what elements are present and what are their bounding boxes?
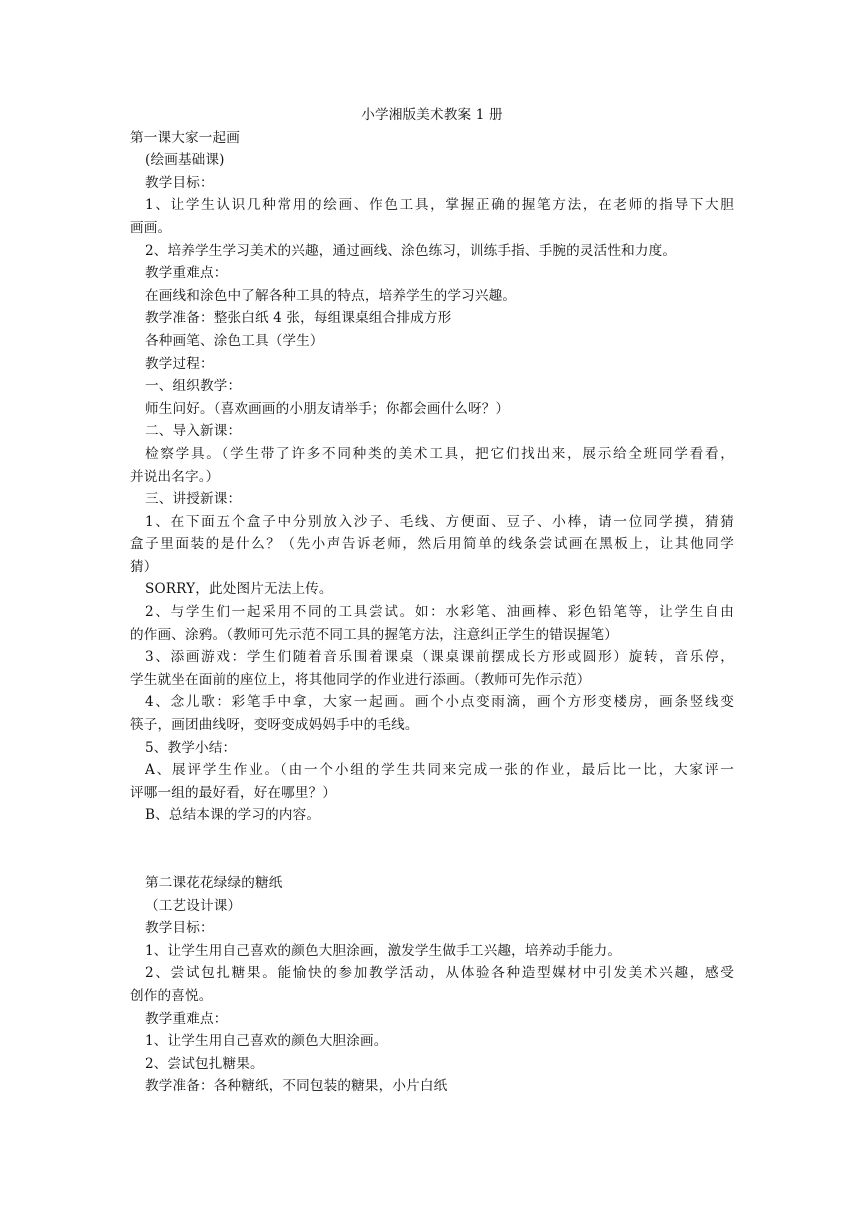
lesson1-goal1-line1: 1、让学生认识几种常用的绘画、作色工具，掌握正确的握笔方法，在老师的指导下大胆 [145,197,734,214]
lesson1-item5-label: 5、教学小结： [145,739,237,756]
lesson1-step1-label: 一、组织教学： [145,378,242,395]
lesson1-goals-label: 教学目标： [145,174,214,191]
lesson1-step3-label: 三、讲授新课： [145,491,242,508]
lesson1-item1-line3: 猜） [130,558,158,575]
lesson1-heading: 第一课大家一起画 [130,129,240,146]
lesson1-step2-line2: 并说出名字。） [130,468,220,485]
lesson1-itemA-line1: A、展评学生作业。（由一个小组的学生共同来完成一张的作业，最后比一比，大家评一 [145,762,734,779]
lesson2-goal2-line1: 2、尝试包扎糖果。能愉快的参加教学活动，从体验各种造型媒材中引发美术兴趣，感受 [145,965,734,982]
section-spacer [130,827,734,872]
lesson1-step2-label: 二、导入新课： [145,423,242,440]
lesson2-heading: 第二课花花绿绿的糖纸 [145,875,283,891]
lesson1-goal1-line2: 画画。 [130,219,172,236]
lesson2-goal1: 1、让学生用自己喜欢的颜色大胆涂画，激发学生做手工兴趣，培养动手能力。 [145,942,622,959]
lesson1-key-label: 教学重难点： [145,265,228,282]
lesson2-key1: 1、让学生用自己喜欢的颜色大胆涂画。 [145,1033,388,1050]
lesson1-image-missing-note: SORRY，此处图片无法上传。 [145,581,333,598]
lesson1-item4-line1: 4、念儿歌：彩笔手中拿，大家一起画。画个小点变雨滴，画个方形变楼房，画条竖线变 [145,694,734,711]
lesson2-type: （工艺设计课） [145,897,242,914]
lesson1-item1-line2: 盒子里面装的是什么？（先小声告诉老师，然后用简单的线条尝试画在黑板上，让其他同学 [130,536,734,553]
lesson1-prep-line2: 各种画笔、涂色工具（学生） [145,332,324,349]
lesson1-step2-line1: 检察学具。（学生带了许多不同种类的美术工具，把它们找出来，展示给全班同学看看， [145,445,734,462]
lesson1-item1-line1: 1、在下面五个盒子中分别放入沙子、毛线、方便面、豆子、小棒，请一位同学摸，猜猜 [145,513,734,530]
lesson2-goal2-line2: 创作的喜悦。 [130,987,213,1004]
lesson1-itemB: B、总结本课的学习的内容。 [145,807,321,824]
lesson1-itemA-line2: 评哪一组的最好看，好在哪里？） [130,784,337,801]
lesson2-key2: 2、尝试包扎糖果。 [145,1055,264,1072]
lesson1-item2-line2: 的作画、涂鸦。（教师可先示范不同工具的握笔方法，注意纠正学生的错误握笔） [130,626,618,643]
lesson2-prep: 教学准备：各种糖纸，不同包装的糖果，小片白纸 [145,1078,448,1095]
lesson1-item4-line2: 筷子，画团曲线呀，变呀变成妈妈手中的毛线。 [130,717,419,734]
lesson1-item2-line1: 2、与学生们一起采用不同的工具尝试。如：水彩笔、油画棒、彩色铅笔等，让学生自由 [145,604,734,621]
lesson1-item3-line2: 学生就坐在面前的座位上，将其他同学的作业进行添画。（教师可先作示范） [130,671,591,688]
lesson1-type: (绘画基础课) [145,152,225,169]
lesson1-key-text: 在画线和涂色中了解各种工具的特点，培养学生的学习兴趣。 [145,287,517,304]
document-title: 小学湘版美术教案 1 册 [361,107,503,123]
lesson1-item3-line1: 3、添画游戏：学生们随着音乐围着课桌（课桌课前摆成长方形或圆形）旋转，音乐停， [145,649,734,666]
lesson1-process-label: 教学过程： [145,355,214,372]
document-body [130,104,734,1098]
lesson2-goals-label: 教学目标： [145,920,214,937]
lesson1-prep-line1: 教学准备：整张白纸 4 张，每组课桌组合排成方形 [145,310,452,327]
lesson2-key-label: 教学重难点： [145,1010,228,1027]
lesson1-step1-text: 师生问好。（喜欢画画的小朋友请举手；你都会画什么呀？） [145,400,510,417]
lesson1-goal2: 2、培养学生学习美术的兴趣，通过画线、涂色练习，训练手指、手腕的灵活性和力度。 [145,242,677,259]
